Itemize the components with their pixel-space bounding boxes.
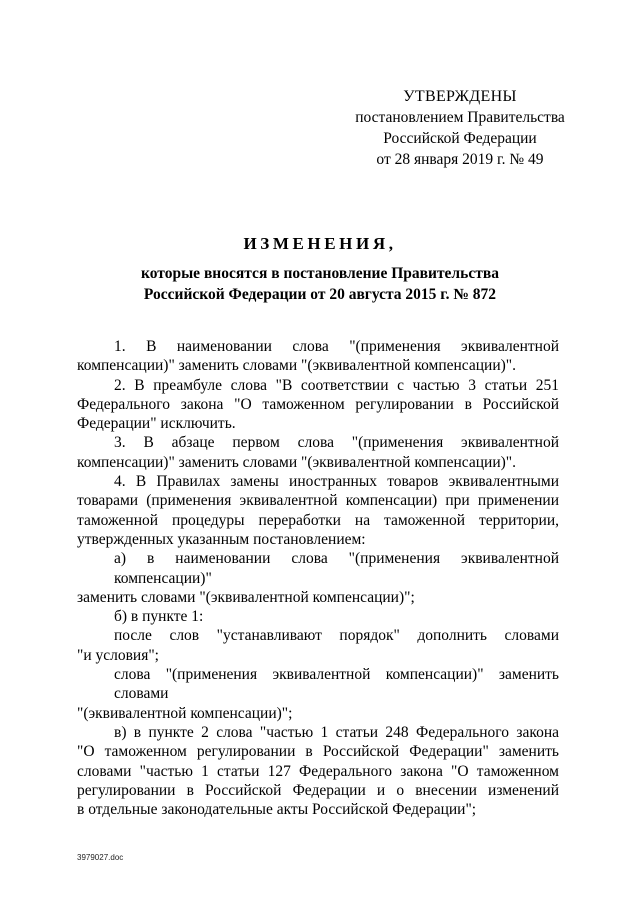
text-line: "О таможенном регулировании в Российской Федерации" заменить [77,743,559,761]
text-line: Федерации" исключить. [77,415,236,433]
text-line: Федерального закона "О таможенном регулировании в Российской [77,395,559,413]
text-line: "и условия"; [77,646,159,664]
text-line: "(эквивалентной компенсации)"; [77,704,293,722]
document-code: 3979027.doc [77,853,124,862]
approval-title: УТВЕРЖДЕНЫ [403,88,517,105]
approval-block [340,86,580,170]
text-line: после слов "устанавливают порядок" дополнить словами [114,627,559,645]
paragraph-subitem-b-2 [77,665,559,723]
text-line: в) в пункте 2 слова "частью 1 статьи 248 Федерального закона [114,723,559,741]
paragraph-subitem-b [77,607,559,626]
text-line: компенсации)" заменить словами "(эквивалентной компенсации)". [77,453,516,471]
heading-subtitle-line-2: Российской Федерации от 20 августа 2015 г. № 872 [143,286,497,303]
heading-title: ИЗМЕНЕНИЯ, [243,234,397,253]
text-line: а) в наименовании слова "(применения эквивалентной компенсации)" [114,550,559,587]
text-line: утвержденных указанным постановлением: [77,530,366,548]
text-line: в отдельные законодательные акты Российской Федерации"; [77,801,477,819]
text-line: 4. В Правилах замены иностранных товаров эквивалентными [114,473,559,491]
paragraph-item-1 [77,337,559,376]
paragraph-subitem-a [77,549,559,607]
text-line: 3. В абзаце первом слова "(применения эквивалентной [114,434,559,452]
paragraph-item-4 [77,472,559,549]
heading-subtitle-line-1: которые вносятся в постановление Правительства [141,265,499,282]
text-line: словами "частью 1 статьи 127 Федерального закона "О таможенном [77,762,559,780]
text-line: компенсации)" заменить словами "(эквивалентной компенсации)". [77,357,516,375]
text-line: товарами (применения эквивалентной компенсации) при применении [77,492,559,510]
text-line: слова "(применения эквивалентной компенсации)" заменить словами [114,666,559,703]
approval-line-2: Российской Федерации [383,130,537,147]
approval-line-3: от 28 января 2019 г. № 49 [376,151,544,168]
paragraph-subitem-v [77,723,559,819]
text-line: 2. В преамбуле слова "В соответствии с частью 3 статьи 251 [114,376,559,394]
paragraph-item-3 [77,433,559,472]
document-body [77,337,559,819]
text-line: таможенной процедуры переработки на таможенной территории, [77,511,559,529]
approval-line-1: постановлением Правительства [355,109,565,126]
text-line: б) в пункте 1: [114,608,204,626]
text-line: 1. В наименовании слова "(применения эквивалентной [114,338,559,355]
text-line: регулировании в Российской Федерации и о внесении изменений [77,781,559,799]
paragraph-item-2 [77,376,559,434]
paragraph-subitem-b-1 [77,626,559,665]
document-heading [0,233,640,305]
text-line: заменить словами "(эквивалентной компенсации)"; [77,588,415,606]
